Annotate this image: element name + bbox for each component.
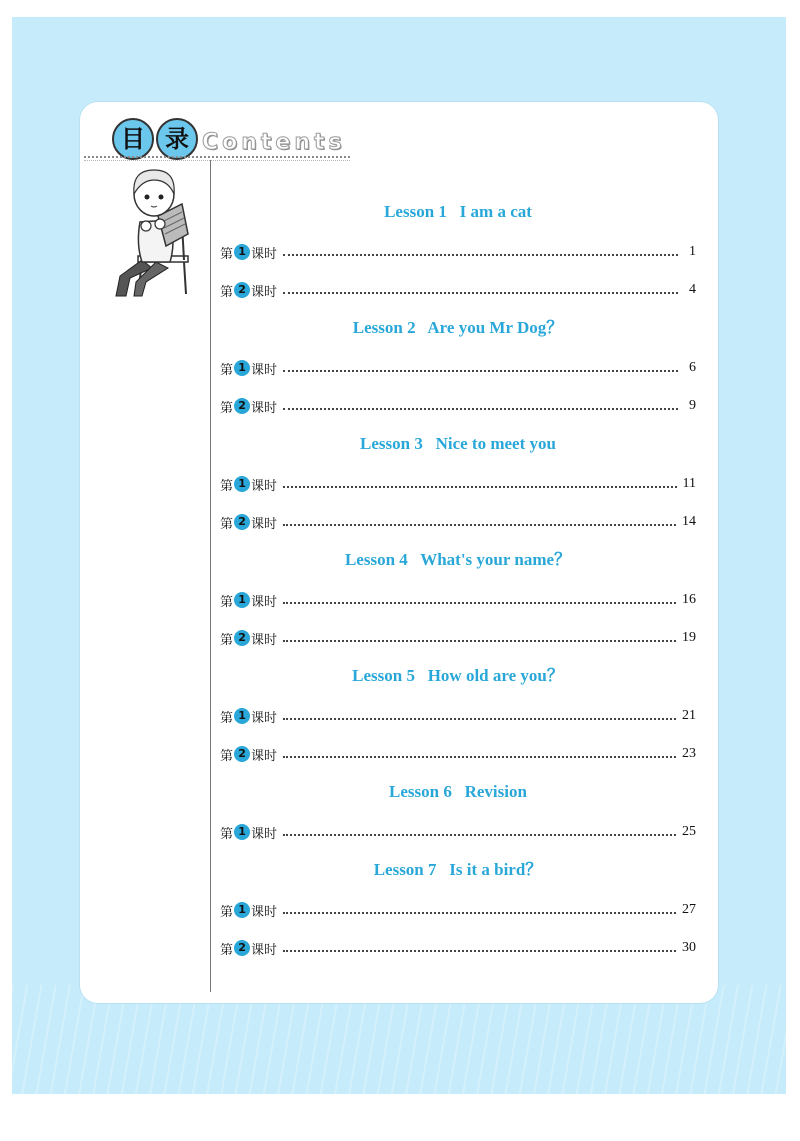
toc-entry[interactable] — [220, 744, 696, 764]
decorative-grass-band — [12, 985, 786, 1094]
entry-prefix: 第 — [220, 632, 234, 648]
toc-entry[interactable] — [220, 900, 696, 920]
period-number-badge: 1 — [234, 902, 250, 918]
toc-entry[interactable] — [220, 358, 696, 378]
page-number: 19 — [682, 630, 696, 645]
page-number: 21 — [682, 708, 696, 723]
lesson-section — [220, 860, 696, 958]
page-number: 14 — [682, 514, 696, 529]
table-of-contents — [220, 190, 696, 976]
page-number: 16 — [682, 592, 696, 607]
dot-leader — [283, 756, 676, 758]
lesson-title[interactable]: Lesson 4 What's your name？ — [344, 550, 572, 569]
entry-suffix: 课时 — [251, 594, 278, 610]
toc-entry[interactable] — [220, 396, 696, 416]
girl-reading-illustration — [112, 164, 198, 298]
dot-leader — [283, 292, 678, 294]
entry-prefix: 第 — [220, 710, 234, 726]
entry-prefix: 第 — [220, 516, 234, 532]
period-number-badge: 2 — [234, 940, 250, 956]
entry-suffix: 课时 — [251, 632, 278, 648]
entry-suffix: 课时 — [251, 284, 278, 300]
lesson-title[interactable]: Lesson 2 Are you Mr Dog？ — [352, 318, 564, 337]
dot-leader — [283, 834, 676, 836]
period-number-badge: 1 — [234, 476, 250, 492]
entry-prefix: 第 — [220, 826, 234, 842]
page-number: 11 — [682, 476, 696, 491]
toc-entry[interactable] — [220, 242, 696, 262]
page-number: 9 — [689, 398, 696, 413]
toc-entry[interactable] — [220, 280, 696, 300]
entry-suffix: 课时 — [251, 748, 278, 764]
dot-leader — [283, 408, 678, 410]
toc-entry[interactable] — [220, 938, 696, 958]
lesson-title[interactable]: Lesson 7 Is it a bird？ — [373, 860, 543, 879]
dot-leader — [283, 718, 676, 720]
entry-prefix: 第 — [220, 942, 234, 958]
header-divider — [84, 156, 350, 158]
dot-leader — [283, 602, 676, 604]
header-divider — [84, 160, 350, 161]
page-number: 30 — [682, 940, 696, 955]
period-number-badge: 2 — [234, 398, 250, 414]
page-number: 1 — [689, 244, 696, 259]
period-number-badge: 1 — [234, 824, 250, 840]
entry-suffix: 课时 — [251, 478, 278, 494]
entry-suffix: 课时 — [251, 904, 278, 920]
entry-suffix: 课时 — [251, 942, 278, 958]
dot-leader — [283, 370, 678, 372]
page-number: 4 — [689, 282, 696, 297]
lesson-title[interactable]: Lesson 1 I am a cat — [384, 202, 532, 221]
entry-prefix: 第 — [220, 246, 234, 262]
period-number-badge: 2 — [234, 630, 250, 646]
title-char-badge: 录 — [156, 118, 198, 160]
lesson-section — [220, 782, 696, 842]
dot-leader — [283, 524, 676, 526]
lesson-title[interactable]: Lesson 5 How old are you？ — [352, 666, 564, 685]
entry-prefix: 第 — [220, 748, 234, 764]
lesson-section — [220, 550, 696, 648]
toc-entry[interactable] — [220, 512, 696, 532]
lesson-title[interactable]: Lesson 3 Nice to meet you — [360, 434, 556, 453]
entry-suffix: 课时 — [251, 246, 278, 262]
entry-prefix: 第 — [220, 478, 234, 494]
lesson-section — [220, 318, 696, 416]
period-number-badge: 1 — [234, 244, 250, 260]
contents-subtitle: Contents — [202, 130, 346, 155]
page-number: 25 — [682, 824, 696, 839]
entry-suffix: 课时 — [251, 516, 278, 532]
entry-suffix: 课时 — [251, 826, 278, 842]
page-number: 6 — [689, 360, 696, 375]
period-number-badge: 1 — [234, 708, 250, 724]
entry-suffix: 课时 — [251, 362, 278, 378]
dot-leader — [283, 950, 676, 952]
lesson-title[interactable]: Lesson 6 Revision — [389, 782, 527, 801]
lesson-section — [220, 434, 696, 532]
dot-leader — [283, 640, 676, 642]
dot-leader — [283, 486, 676, 488]
entry-prefix: 第 — [220, 284, 234, 300]
period-number-badge: 1 — [234, 360, 250, 376]
entry-prefix: 第 — [220, 904, 234, 920]
lesson-section — [220, 202, 696, 300]
toc-entry[interactable] — [220, 474, 696, 494]
title-char-badge: 目 — [112, 118, 154, 160]
period-number-badge: 1 — [234, 592, 250, 608]
toc-entry[interactable] — [220, 628, 696, 648]
toc-entry[interactable] — [220, 822, 696, 842]
period-number-badge: 2 — [234, 514, 250, 530]
lesson-section — [220, 666, 696, 764]
period-number-badge: 2 — [234, 282, 250, 298]
entry-prefix: 第 — [220, 400, 234, 416]
entry-suffix: 课时 — [251, 400, 278, 416]
dot-leader — [283, 912, 676, 914]
dot-leader — [283, 254, 678, 256]
entry-prefix: 第 — [220, 594, 234, 610]
entry-prefix: 第 — [220, 362, 234, 378]
column-divider — [210, 160, 211, 992]
toc-entry[interactable] — [220, 706, 696, 726]
toc-entry[interactable] — [220, 590, 696, 610]
period-number-badge: 2 — [234, 746, 250, 762]
page-number: 23 — [682, 746, 696, 761]
page-number: 27 — [682, 902, 696, 917]
entry-suffix: 课时 — [251, 710, 278, 726]
